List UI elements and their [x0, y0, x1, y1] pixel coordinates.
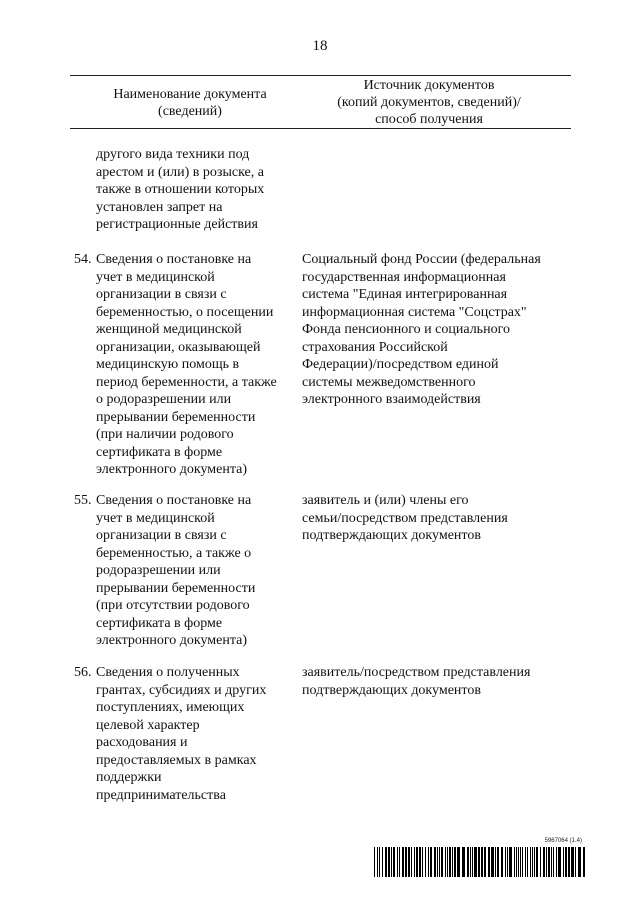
- document-name-line: учет в медицинской: [96, 510, 215, 526]
- document-source-cell: [302, 492, 572, 545]
- document-source-line: заявитель/посредством представления: [302, 665, 531, 680]
- document-name-line: организации, оказывающей: [96, 339, 261, 355]
- document-name-cell: [96, 251, 306, 479]
- document-name-line: организации в связи с: [96, 528, 227, 543]
- document-source-line: Фонда пенсионного и социального: [302, 322, 510, 337]
- table-top-rule: [70, 75, 571, 76]
- document-name-line: беременностью, а также о: [96, 545, 252, 561]
- document-name-line: период беременности, а также: [96, 374, 277, 390]
- document-name-line: прерывании беременности: [96, 580, 256, 596]
- row-number: 54.: [74, 252, 92, 267]
- document-name-line: учет в медицинской: [96, 269, 215, 285]
- document-source-line: страхования Российской: [302, 339, 448, 355]
- document-source-line: электронного взаимодействия: [302, 392, 481, 407]
- document-name-cell: [96, 146, 306, 234]
- document-source-cell: [302, 664, 572, 699]
- document-source-line: подтверждающих документов: [302, 682, 481, 698]
- document-name-line: о родоразрешении или: [96, 392, 232, 407]
- document-source-cell: [302, 251, 572, 409]
- document-name-cell: [96, 492, 306, 650]
- document-name-line: предоставляемых в рамках: [96, 752, 257, 768]
- document-source-line: заявитель и (или) члены его: [302, 493, 469, 508]
- document-name-line: сертификата в форме: [96, 615, 223, 631]
- document-source-line: системы межведомственного: [302, 374, 476, 390]
- document-name-line: целевой характер: [96, 717, 200, 733]
- barcode-bars: [374, 847, 588, 877]
- barcode: [374, 838, 588, 878]
- document-name-line: электронного документа): [96, 633, 248, 648]
- page-number: 18: [312, 38, 328, 54]
- document-source-line: Социальный фонд России (федеральная: [302, 252, 541, 267]
- barcode-code: 5967064 (1.4): [544, 838, 582, 844]
- document-name-line: установлен запрет на: [96, 199, 223, 215]
- document-name-line: организации в связи с: [96, 287, 227, 302]
- header-right-line: Источник документов: [363, 78, 495, 93]
- column-header-document-name: [95, 86, 285, 120]
- column-header-document-source: [300, 77, 558, 128]
- document-name-line: электронного документа): [96, 462, 248, 477]
- document-name-line: также в отношении которых: [96, 182, 265, 197]
- document-name-line: (при отсутствии родового: [96, 598, 250, 613]
- document-source-line: информационная система "Соцстрах": [302, 304, 527, 320]
- document-name-line: сертификата в форме: [96, 444, 223, 460]
- row-number: 56.: [74, 665, 92, 680]
- document-name-line: родоразрешении или: [96, 563, 221, 578]
- table-header-bottom-rule: [70, 128, 571, 129]
- document-name-line: поступлениях, имеющих: [96, 700, 245, 715]
- document-name-line: грантах, субсидиях и других: [96, 682, 267, 698]
- header-left-line: Наименование документа: [113, 87, 267, 102]
- document-source-line: семьи/посредством представления: [302, 510, 508, 526]
- document-name-line: Сведения о постановке на: [96, 493, 252, 508]
- document-name-line: (при наличии родового: [96, 427, 234, 442]
- row-number: 55.: [74, 493, 92, 508]
- document-name-cell: [96, 664, 306, 804]
- document-name-line: Сведения о полученных: [96, 665, 240, 680]
- document-name-line: беременностью, о посещении: [96, 304, 274, 320]
- document-source-line: подтверждающих документов: [302, 528, 481, 543]
- document-name-line: регистрационные действия: [96, 217, 258, 232]
- document-name-line: предпринимательства: [96, 787, 226, 803]
- document-name-line: женщиной медицинской: [96, 322, 242, 337]
- document-source-line: государственная информационная: [302, 269, 506, 285]
- document-name-line: поддержки: [96, 770, 162, 785]
- document-source-line: система "Единая интегрированная: [302, 287, 508, 302]
- document-name-line: другого вида техники под: [96, 147, 250, 162]
- document-source-line: Федерации)/посредством единой: [302, 357, 499, 372]
- document-name-line: расходования и: [96, 735, 188, 750]
- header-right-line: способ получения: [375, 112, 483, 127]
- header-right-line: (копий документов, сведений)/: [337, 95, 521, 110]
- header-left-line: (сведений): [158, 104, 222, 119]
- document-name-line: арестом и (или) в розыске, а: [96, 164, 264, 180]
- document-name-line: прерывании беременности: [96, 409, 256, 425]
- document-name-line: медицинскую помощь в: [96, 357, 240, 372]
- document-name-line: Сведения о постановке на: [96, 252, 252, 267]
